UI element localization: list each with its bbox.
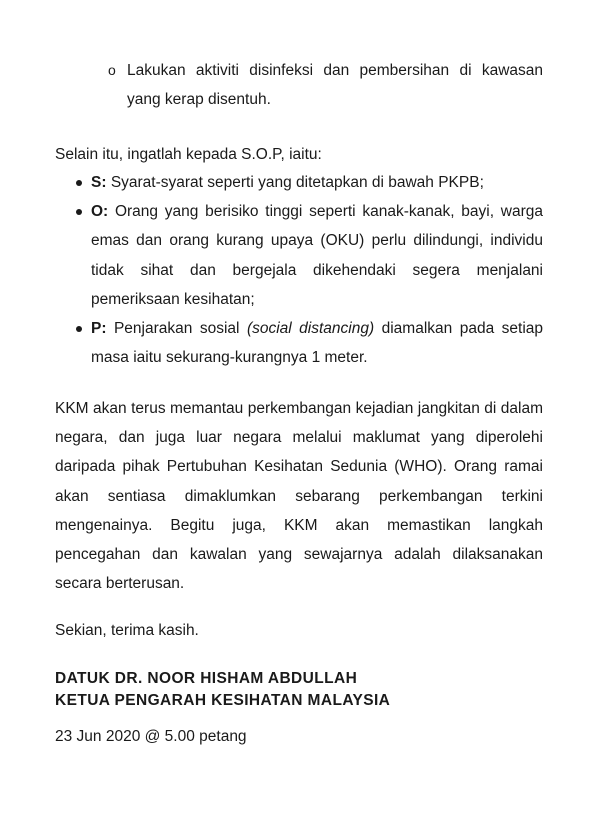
sop-key: O: [91,203,109,221]
sop-item-p [55,314,543,372]
body-paragraph: KKM akan terus memantau perkembangan kejadian jangkitan di dalam negara, dan juga luar negara melalui maklumat yang diperolehi daripada pihak Pertubuhan Kesihatan Sedunia (WHO). Orang ramai akan sentiasa dimaklumkan sebarang perkembangan terkini mengenainya. Begitu juga, KKM akan memastikan langkah pencegahan dan kawalan yang sewajarnya adalah dilaksanakan secara berterusan. [55,400,543,593]
signatory-title: KETUA PENGARAH KESIHATAN MALAYSIA [55,692,391,709]
sop-list [55,168,543,372]
sop-text-before: Penjarakan sosial [113,320,240,338]
signature-block [55,668,543,712]
sub-item-text: Lakukan aktiviti disinfeksi dan pembersihan di kawasan yang kerap disentuh. [127,62,543,109]
date-line: 23 Jun 2020 @ 5.00 petang [55,728,247,745]
sub-bullet-marker: o [108,62,116,78]
sop-item-s [55,168,543,197]
sop-intro: Selain itu, ingatlah kepada S.O.P, iaitu: [55,146,322,163]
sop-key: S: [91,174,107,191]
sop-text-after: diamalkan pada setiap masa iaitu sekurang-kurangnya 1 meter. [91,320,544,367]
sop-key: P: [91,320,107,338]
sop-text: Syarat-syarat seperti yang ditetapkan di bawah PKPB; [110,174,484,191]
sop-text: Orang yang berisiko tinggi seperti kanak-kanak, bayi, warga emas dan orang kurang upaya (OKU) perlu dilindungi, individu tidak sihat dan bergejala dikehendaki segera menjalani pemeriksaan kesihatan; [91,203,543,308]
signatory-name: DATUK DR. NOOR HISHAM ABDULLAH [55,670,358,687]
bullet-dot-icon [76,180,82,186]
closing-line: Sekian, terima kasih. [55,622,199,639]
bullet-dot-icon [76,326,82,332]
sop-item-o [55,197,543,314]
sop-text-italic: (social distancing) [246,320,375,338]
